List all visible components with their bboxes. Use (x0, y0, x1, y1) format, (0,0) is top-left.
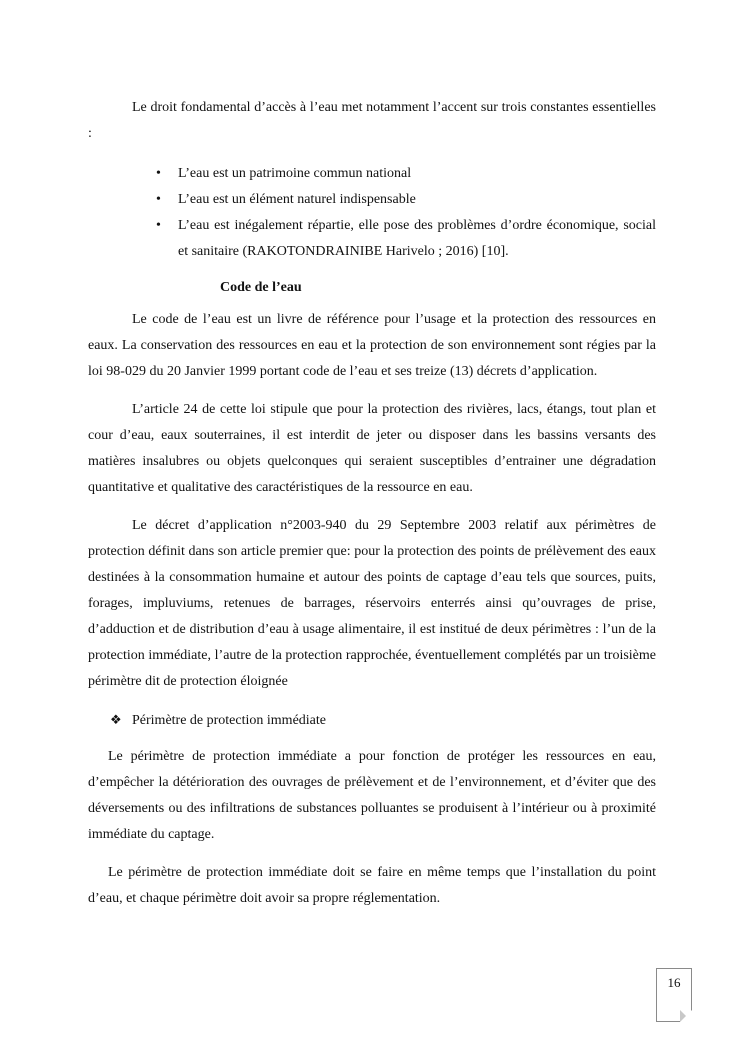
document-page (88, 95, 656, 912)
constants-list (88, 161, 656, 265)
decree-paragraph: Le décret d’application n°2003-940 du 29 Septembre 2003 relatif aux périmètres de protection définit dans son article premier que: pour la protection des points de prélèvement des eaux destinées à la consommation humaine et autour des points de captage d’eau tels que sources, puits, forages, impluviums, retenues de barrages, réservoirs enterrés ainsi qu’ouvrages de prise, d’adduction et de distribution d’eau à usage alimentaire, il est institué de deux périmètres : l’un de la protection immédiate, l’autre de la protection rapprochée, éventuellement complétés par un troisième périmètre dit de protection éloignée (88, 518, 656, 689)
diamond-bullet-icon: ❖ (110, 712, 122, 727)
list-item (156, 213, 656, 265)
article-24-paragraph: L’article 24 de cette loi stipule que pour la protection des rivières, lacs, étangs, tout plan et cour d’eau, eaux souterraines, il est interdit de jeter ou disposer dans les bassins versants des matières insalubres ou objets quelconques qui seraient susceptibles d’entrainer une dégradation quantitative et qualitative des caractéristiques de la ressource en eau. (88, 402, 656, 495)
bullet-icon: • (156, 192, 161, 207)
list-item-text: L’eau est un patrimoine commun national (178, 166, 412, 181)
list-item (156, 187, 656, 213)
immediate-function-paragraph: Le périmètre de protection immédiate a pour fonction de protéger les ressources en eau, d’empêcher la détérioration des ouvrages de prélèvement et de l’environnement, et d’éviter que des déversements ou des infiltrations de substances polluantes se produisent à l’intérieur ou à proximité immédiate du captage. (88, 749, 656, 842)
immediate-installation-paragraph: Le périmètre de protection immédiate doit se faire en même temps que l’installation du point d’eau, et chaque périmètre doit avoir sa propre réglementation. (88, 865, 656, 906)
page-number-box (656, 968, 692, 1022)
bullet-icon: • (156, 166, 161, 181)
subheading-text: Périmètre de protection immédiate (132, 713, 326, 728)
list-item-text: L’eau est un élément naturel indispensable (178, 192, 416, 207)
page-fold-cover (680, 1010, 692, 1022)
intro-paragraph: Le droit fondamental d’accès à l’eau met notamment l’accent sur trois constantes essentielles : (88, 100, 656, 141)
section-title: Code de l’eau (220, 280, 302, 295)
bullet-icon: • (156, 218, 161, 233)
page-number: 16 (667, 975, 681, 990)
code-paragraph: Le code de l’eau est un livre de référence pour l’usage et la protection des ressources en eaux. La conservation des ressources en eau et la protection de son environnement sont régies par la loi 98-029 du 20 Janvier 1999 portant code de l’eau et ses treize (13) décrets d’application. (88, 312, 656, 379)
list-item (156, 161, 656, 187)
subheading (88, 707, 656, 734)
list-item-text: L’eau est inégalement répartie, elle pose des problèmes d’ordre économique, social et sanitaire (RAKOTONDRAINIBE Harivelo ; 2016) [10]. (178, 218, 656, 259)
